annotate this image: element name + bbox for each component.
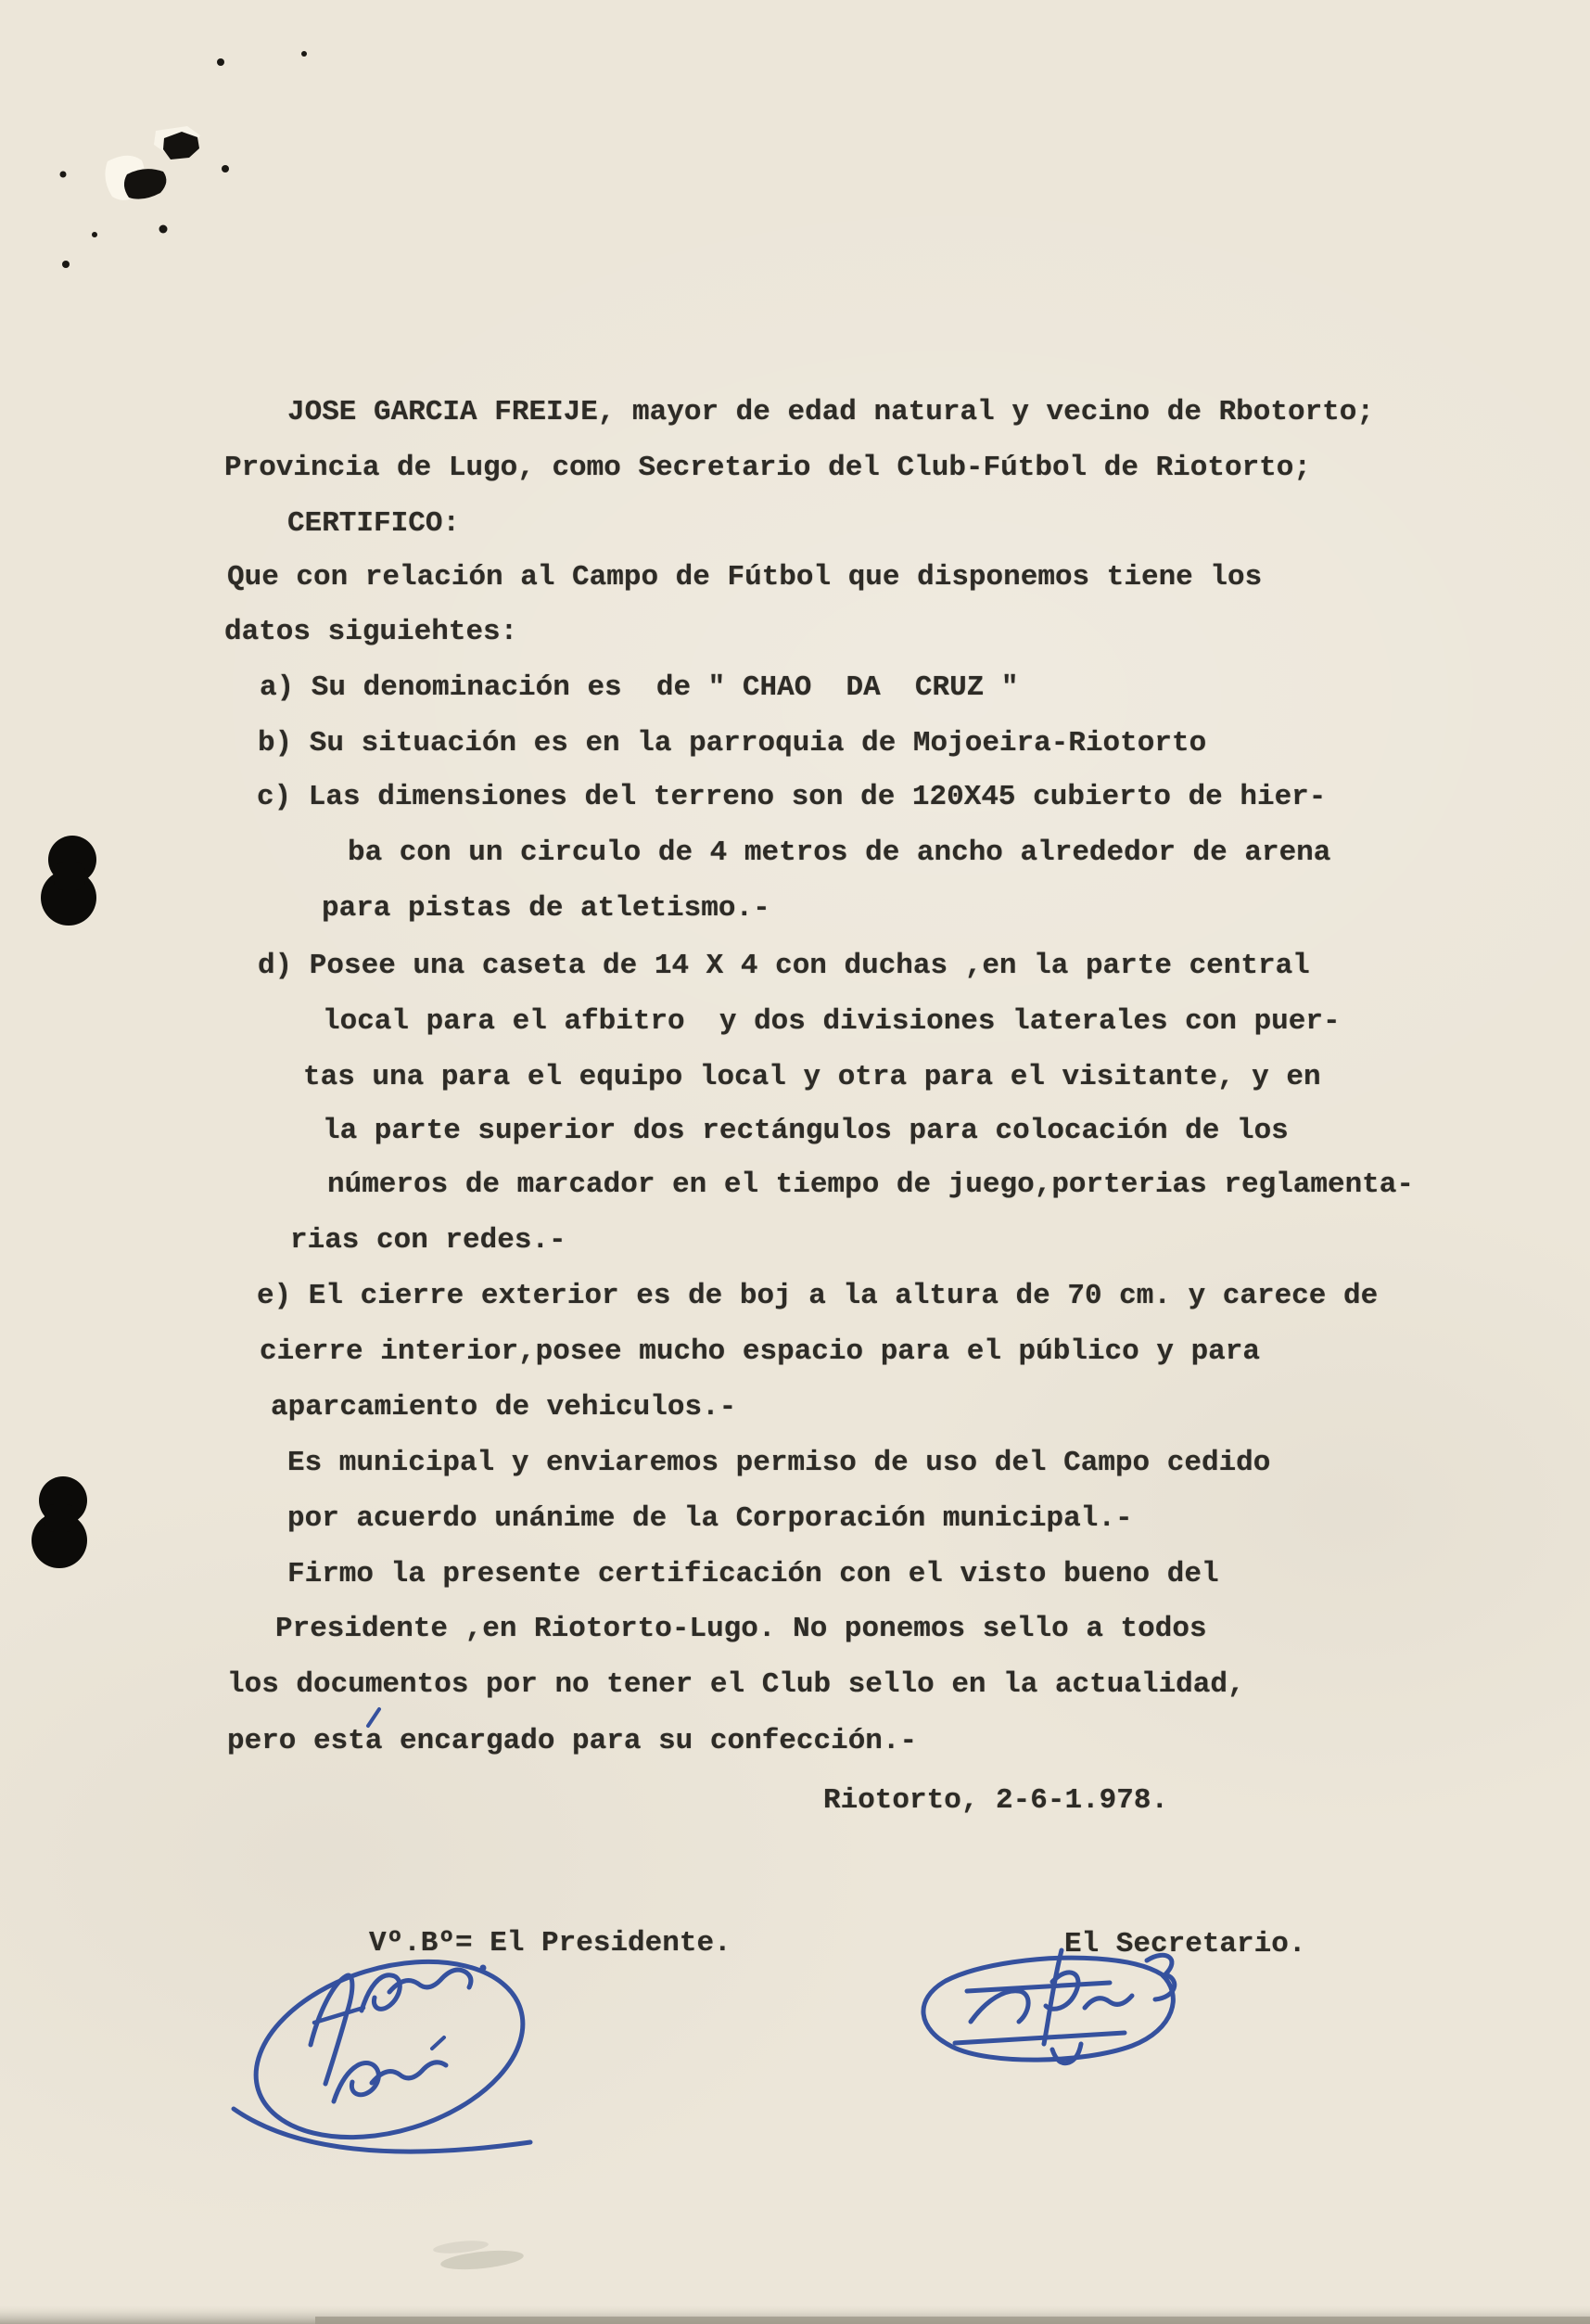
text-line: ba con un circulo de 4 metros de ancho alrededor de arena	[348, 836, 1331, 869]
text-line: c) Las dimensiones del terreno son de 120X45 cubierto de hier-	[257, 781, 1327, 813]
text-line: local para el afbitro y dos divisiones laterales con puer-	[323, 1005, 1341, 1038]
punch-mark-upper	[41, 836, 96, 926]
text-line: Provincia de Lugo, como Secretario del Club-Fútbol de Riotorto;	[224, 452, 1311, 484]
text-line: números de marcador en el tiempo de juego,porterias reglamenta-	[327, 1168, 1414, 1201]
text-line: datos siguiehtes:	[224, 616, 518, 648]
text-line: aparcamiento de vehiculos.-	[271, 1391, 737, 1424]
text-line: e) El cierre exterior es de boj a la altura de 70 cm. y carece de	[257, 1280, 1379, 1312]
text-line: rias con redes.-	[290, 1224, 566, 1257]
text-line: tas una para el equipo local y otra para el visitante, y en	[303, 1061, 1321, 1093]
text-line: Es municipal y enviaremos permiso de uso del Campo cedido	[287, 1447, 1271, 1479]
text-line: b) Su situación es en la parroquia de Mojoeira-Riotorto	[258, 727, 1207, 760]
text-line: pero esta encargado para su confección.-	[227, 1725, 918, 1757]
text-line: d) Posee una caseta de 14 X 4 con duchas ,en la parte central	[258, 950, 1310, 982]
ink-blot-top-left	[60, 51, 308, 268]
text-line: para pistas de atletismo.-	[322, 892, 770, 925]
text-line: a) Su denominación es de " CHAO DA CRUZ "	[260, 671, 1019, 704]
text-line: por acuerdo unánime de la Corporación municipal.-	[287, 1502, 1133, 1535]
page-bottom-edge	[0, 2305, 1590, 2324]
secretary-signoff-label: El Secretario.	[1064, 1928, 1306, 1960]
text-line: Firmo la presente certificación con el visto bueno del	[287, 1558, 1219, 1590]
text-line: la parte superior dos rectángulos para colocación de los	[323, 1115, 1289, 1147]
text-line: JOSE GARCIA FREIJE, mayor de edad natural y vecino de Rbotorto;	[287, 396, 1374, 428]
president-signoff-label: Vº.Bº= El Presidente.	[369, 1927, 731, 1960]
text-line: Presidente ,en Riotorto-Lugo. No ponemos sello a todos	[275, 1613, 1207, 1645]
text-line: Que con relación al Campo de Fútbol que disponemos tiene los	[227, 561, 1263, 594]
pencil-smudge	[433, 2239, 525, 2273]
text-line: cierre interior,posee mucho espacio para el público y para	[260, 1335, 1260, 1368]
text-line: CERTIFICO:	[287, 507, 461, 540]
text-line: Riotorto, 2-6-1.978.	[823, 1784, 1169, 1817]
punch-mark-lower	[32, 1476, 87, 1568]
text-line: los documentos por no tener el Club sello en la actualidad,	[227, 1668, 1245, 1701]
